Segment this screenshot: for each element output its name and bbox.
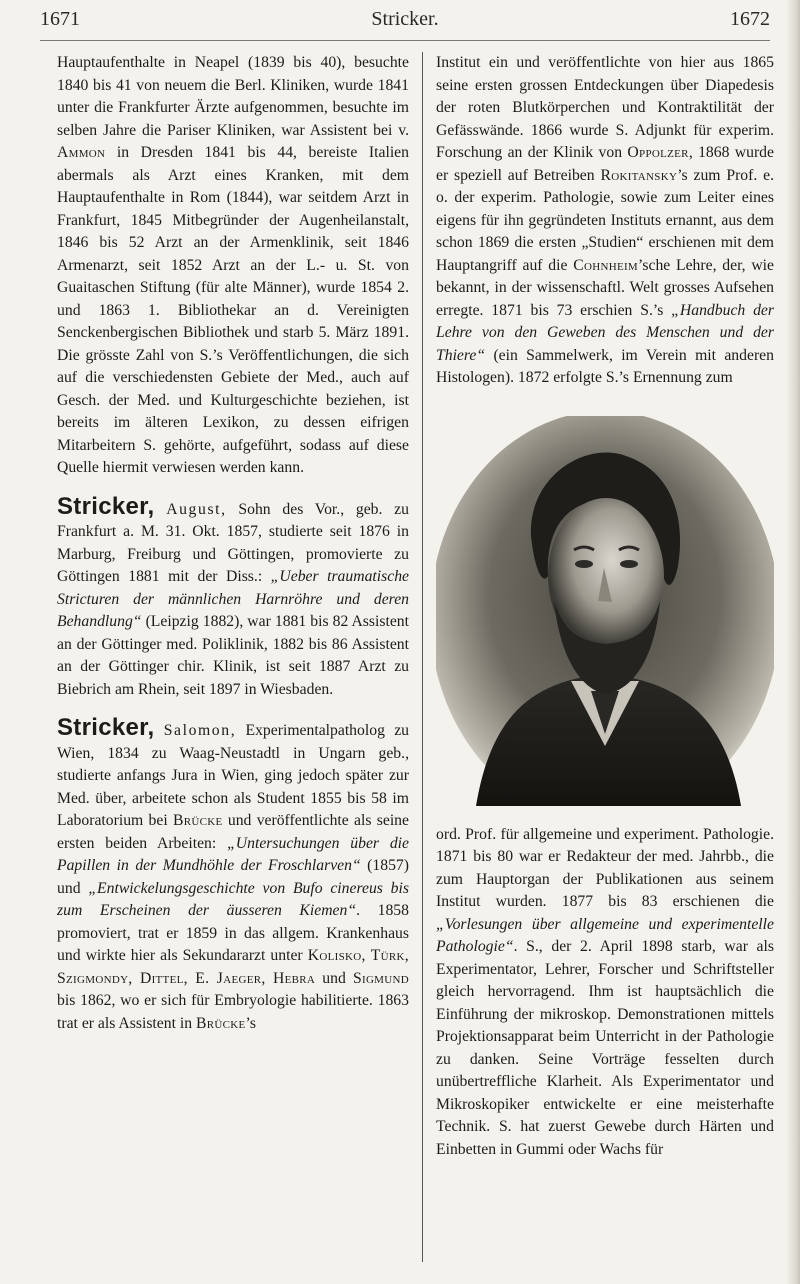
entry-given-name: August, [166, 500, 227, 518]
scan-page-edge [786, 0, 800, 1284]
page-number-right: 1672 [730, 8, 770, 30]
entry-continuation: Institut ein und veröffentlichte von hier aus 1865 seine ersten grossen Entdeckungen über Diapedesis der roten Blutkörperchen und Kontraktilität der Gefässwände. 1866 wurde S. Adjunkt für experim. Forschung an der Klinik von Oppolzer, 1868 wurde er speziell auf Betreiben Rokitansky’s zum Prof. e. o. der experim. Pathologie, sowie zum Leiter eines eigens für ihn gegründeten Instituts ernannt, aus dem schon 1869 die ersten „Studien“ erschienen mit dem Hauptangriff auf die Cohnheim’sche Lehre, der, wie bekannt, in der wissenschaftl. Welt grosses Aufsehen erregte. 1871 bis 73 erschien S.’s „Handbuch der Lehre von den Geweben des Menschen und der Thiere“ (ein Sammelwerk, im Verein mit anderen Histologen). 1872 erfolgte S.’s Ernennung zum [436, 54, 774, 386]
column-divider [422, 52, 423, 1262]
continuation-paragraph: Hauptaufenthalte in Neapel (1839 bis 40), besuchte 1840 bis 41 von neuem die Berl. Kliniken, wurde 1841 unter die Frankfurter Ärzte aufgenommen, besuchte im selben Jahre die Pariser Kliniken, war Assistent bei v. Ammon in Dresden 1841 bis 44, bereiste Italien abermals als Arzt eines Kranken, mit dem Hauptaufenthalte in Rom (1844), war seitdem Arzt in Frankfurt, 1845 Mitbegründer der Augenheilanstalt, 1846 bis 52 Arzt an der Armenklinik, seit 1846 Armenarzt, seit 1852 Arzt an der L.- u. St. von Guaitaschen Stiftung (für alte Männer), wurde 1854 2. und 1863 1. Bibliothekar an d. Vereinigten Senckenbergischen Bibliothek und starb 5. März 1891. Die grösste Zahl von S.’s Veröffentlichungen, die sich auf die verschiedensten Gebiete der Med., auch auf Gesch. der Med. und Kulturgeschichte beziehen, ist bereits im älteren Lexikon, zu dessen eifrigen Mitarbeitern S. gehörte, aufgeführt, sodass auf diese Quelle hiermit verwiesen werden kann. [57, 54, 409, 476]
page-number-left: 1671 [40, 8, 80, 30]
portrait-illustration [436, 416, 774, 806]
portrait-image [436, 416, 774, 806]
running-title: Stricker. [371, 8, 439, 30]
entry-continuation-2: ord. Prof. für allgemeine und experiment. Pathologie. 1871 bis 80 war er Redakteur der med. Jahrbb., die zum Hauptorgan der Publikationen aus seinem Institut wurden. 1877 bis 83 erschienen die „Vorlesungen über allgemeine und experimentelle Pathologie“. S., der 2. April 1898 starb, war als Experimentator, Lehrer, Forscher und Schriftsteller gleich hervorragend. Ihm ist hauptsächlich die Einführung der mikroskop. Demonstrationen mittels Projektionsapparat beim Unterricht in der Pathologie zu danken. Seine Vorträge fesselten durch unübertreffliche Klarheit. Als Experimentator und Mikroskopiker entwickelte er eine meisterhafte Technik. S. hat zuerst Gewebe durch Härten und Einbetten in Gummi oder Wachs für [436, 825, 774, 1158]
right-column [436, 52, 774, 1161]
left-column [57, 52, 409, 1035]
entry-stricker-salomon: Stricker, Salomon, Experimentalpatholog zu Wien, 1834 zu Waag-Neustadtl in Ungarn geb., studierte anfangs Jura in Wien, ging jedoch später zur Med. über, arbeitete schon als Student 1855 bis 58 im Laboratorium bei Brücke und veröffentlichte als seine ersten beiden Arbeiten: „Untersuchungen über die Papillen in der Mundhöhle der Froschlarven“ (1857) und „Entwickelungsgeschichte von Bufo cinereus bis zum Erscheinen der äusseren Kiemen“. 1858 promoviert, trat er 1859 in das allgem. Krankenhaus und wirkte hier als Sekundararzt unter Kolisko, Türk, Szigmondy, Dittel, E. Jaeger, Hebra und Sigmund bis 1862, wo er sich für Embryologie habilitierte. 1863 trat er als Assistent in Brücke’s [57, 714, 409, 1032]
entry-headword: Stricker, [57, 714, 155, 741]
entry-stricker-august: Stricker, August, Sohn des Vor., geb. zu Frankfurt a. M. 31. Okt. 1857, studierte seit 1876 in Marburg, Freiburg und Göttingen, promovierte zu Göttingen 1881 mit der Diss.: „Ueber traumatische Stricturen der männlichen Harnröhre und deren Behandlung“ (Leipzig 1882), war 1881 bis 82 Assistent an der Göttinger med. Poliklinik, 1882 bis 86 Assistent an der Göttinger chir. Klinik, ist seit 1887 Arzt zu Biebrich am Rhein, seit 1897 in Wiesbaden. [57, 492, 409, 698]
running-header [40, 8, 770, 38]
header-rule [40, 40, 770, 41]
entry-headword: Stricker, [57, 492, 155, 520]
entry-given-name: Salomon, [163, 722, 237, 739]
